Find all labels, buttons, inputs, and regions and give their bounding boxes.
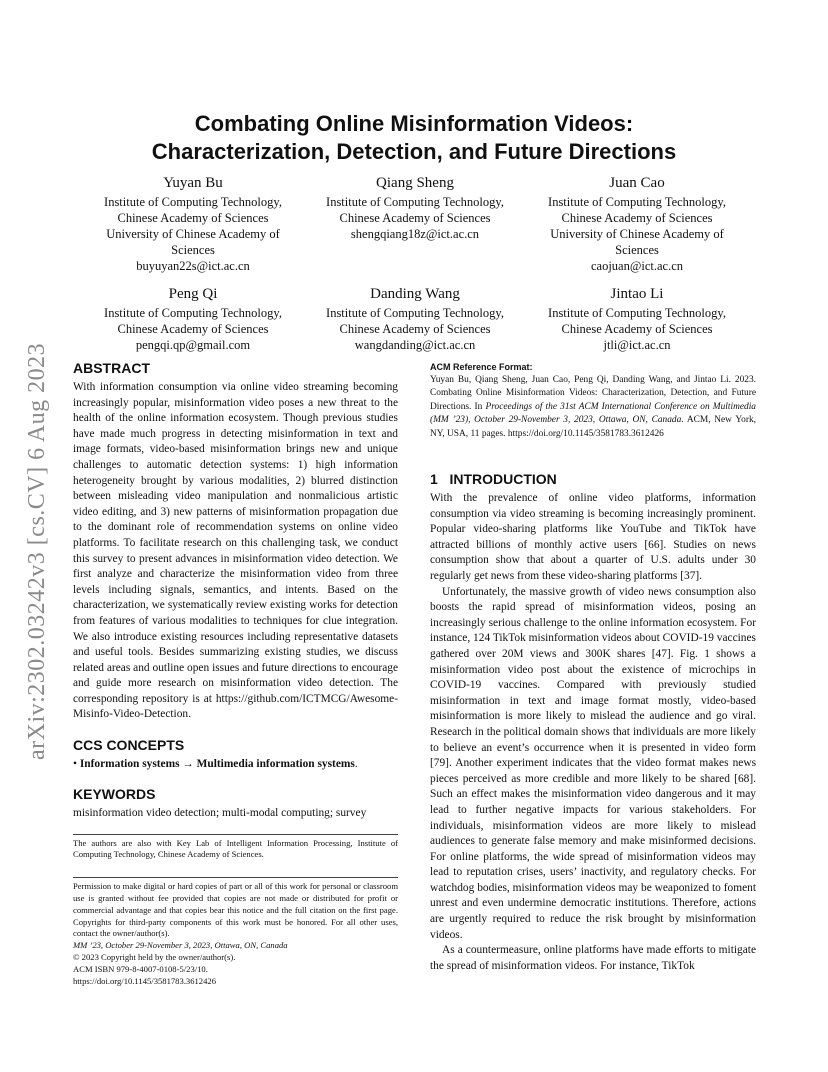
reference-part-2: . ACM, New York, NY, USA, 11 pages. https://doi.org/10.1145/3581783.3612426 <box>430 415 756 439</box>
author-affiliation: Institute of Computing Technology, <box>548 195 726 209</box>
author-email: caojuan@ict.ac.cn <box>590 259 684 273</box>
author-affiliation: Chinese Academy of Sciences <box>561 322 713 336</box>
author-affiliation: Chinese Academy of Sciences <box>339 322 491 336</box>
affiliation-footnote: The authors are also with Key Lab of Intelligent Information Processing, Institute of Computing Technology, Chinese Academy of Sciences. <box>73 837 398 860</box>
keywords-text: misinformation video detection; multi-modal computing; survey <box>73 807 367 820</box>
author-affiliation: Institute of Computing Technology, <box>326 195 504 209</box>
intro-paragraph-2: Unfortunately, the massive growth of video news consumption also boosts the rapid spread of misinformation videos, posing an increasingly serious challenge to the online information ecosystem. For instance, 124 TikTok misinformation videos about COVID-19 vaccines gathered over 20M views and 300K shares [47]. Fig. 1 shows a misinformation video post about the existence of microchips in COVID-19 vaccines. Compared with previously studied misinformation in text and image format mostly, video-based misinformation is more likely to mislead the audience and go viral. Research in the political domain shows that individuals are more likely to believe an event’s occurrence when it is presented in video form [79]. Another experiment indicates that the video format makes news pieces perceived as more credible and more likely to be shared [68]. Such an effect makes the misinformation video dangerous and it may lead to further negative impacts for various stakeholders. For individuals, misinformation videos are more likely to mislead audiences to generate false memory and make misinformed decisions. For online platforms, the wide spread of misinformation videos may lead to reputation crises, users’ inactivity, and regulatory checks. For watchdog bodies, misinformation videos may be weaponized to foment unrest and even undermine democratic institutions. Therefore, actions are urgently required to reduce the risk brought by misinformation videos. <box>430 585 756 941</box>
author-affiliation: Chinese Academy of Sciences <box>117 322 269 336</box>
author-block <box>83 285 303 353</box>
author-block <box>527 174 747 274</box>
left-column <box>73 360 398 987</box>
reference-format-heading: ACM Reference Format: <box>430 362 533 372</box>
author-name: Qiang Sheng <box>376 175 454 191</box>
title-line-1: Combating Online Misinformation Videos: <box>194 111 634 136</box>
author-affiliation: Chinese Academy of Sciences <box>339 211 491 225</box>
author-block <box>305 285 525 353</box>
author-affiliation: University of Chinese Academy of <box>106 227 280 241</box>
author-block <box>305 174 525 242</box>
author-affiliation: University of Chinese Academy of <box>550 227 724 241</box>
isbn-line: ACM ISBN 979-8-4007-0108-5/23/10. <box>73 963 208 974</box>
footnote-rule <box>73 834 398 835</box>
author-email: wangdanding@ict.ac.cn <box>354 338 476 352</box>
ccs-item: Information systems → Multimedia information systems <box>79 758 355 771</box>
author-affiliation: Institute of Computing Technology, <box>548 306 726 320</box>
keywords-heading: KEYWORDS <box>73 786 156 803</box>
author-affiliation: Institute of Computing Technology, <box>326 306 504 320</box>
author-name: Juan Cao <box>609 175 665 191</box>
author-affiliation: Chinese Academy of Sciences <box>561 211 713 225</box>
paper-title <box>80 110 748 166</box>
author-block <box>527 285 747 353</box>
intro-paragraph-3: As a countermeasure, online platforms have made efforts to mitigate the spread of misinformation videos. For instance, TikTok <box>430 944 756 972</box>
author-affiliation: Sciences <box>171 243 215 257</box>
author-affiliation: Institute of Computing Technology, <box>104 195 282 209</box>
introduction-heading: 1 INTRODUCTION <box>430 471 557 488</box>
ccs-heading: CCS CONCEPTS <box>73 737 185 754</box>
permission-notice: Permission to make digital or hard copies of part or all of this work for personal or classroom use is granted without fee provided that copies are not made or distributed for profit or commercial advantage and that copies bear this notice and the full citation on the first page. Copyrights for third-party components of this work must be honored. For all other uses, contact the owner/author(s). <box>73 881 398 939</box>
permission-rule <box>73 877 398 878</box>
abstract-heading: ABSTRACT <box>73 360 150 376</box>
author-affiliation: Institute of Computing Technology, <box>104 306 282 320</box>
author-email: jtli@ict.ac.cn <box>603 338 671 352</box>
intro-paragraph-1: With the prevalence of online video platforms, information consumption via video streaming is becoming increasingly prominent. Popular video-sharing platforms like YouTube and TikTok have attracted billions of monthly active users [66]. Studies on news consumption show that about a quarter of U.S. adults under 30 regularly get news from these video-sharing platforms [37]. <box>430 492 756 582</box>
author-name: Jintao Li <box>610 286 664 302</box>
reference-format-text <box>430 374 756 441</box>
arxiv-identifier: arXiv:2302.03242v3 [cs.CV] 6 Aug 2023 <box>24 342 50 760</box>
conference-venue <box>73 940 398 952</box>
ccs-concepts <box>73 757 398 772</box>
author-block <box>83 174 303 274</box>
author-name: Danding Wang <box>370 286 460 302</box>
author-affiliation: Sciences <box>615 243 659 257</box>
abstract-text: With information consumption via online video streaming becoming increasingly popular, misinformation video poses a new threat to the health of the online information ecosystem. Though previous studies have made much progress in detecting misinformation in text and image formats, video-based misinformation brings new and unique challenges to automatic detection systems: 1) high information heterogeneity brought by various modalities, 2) blurred distinction between misleading video manipulation and nonmalicious artistic video editing, and 3) new patterns of misinformation propagation due to the dominant role of recommendation systems on online video platforms. To facilitate research on this challenging task, we conduct this survey to present advances in misinformation video detection. We first analyze and characterize the misinformation video from three levels including signals, semantics, and intents. Based on the characterization, we systematically review existing works for detection from features of various modalities to techniques for clue integration. We also introduce existing resources including representative datasets and useful tools. Besides summarizing existing studies, we discuss related areas and outline open issues and future directions to encourage and guide more research on misinformation video detection. The corresponding repository is at https://github.com/ICTMCG/Awesome-Misinfo-Video-Detection. <box>73 381 398 721</box>
title-line-2: Characterization, Detection, and Future Directions <box>151 139 677 164</box>
doi-line: https://doi.org/10.1145/3581783.3612426 <box>73 975 216 986</box>
author-affiliation: Chinese Academy of Sciences <box>117 211 269 225</box>
venue-text: MM ’23, October 29-November 3, 2023, Ottawa, ON, Canada <box>73 940 288 951</box>
copyright-line: © 2023 Copyright held by the owner/author(s). <box>73 952 236 963</box>
ccs-period: . <box>354 758 358 771</box>
author-email: pengqi.qp@gmail.com <box>135 338 251 352</box>
reference-proceedings: Proceedings of the 31st ACM International Conference on Multimedia (MM ’23), October 29-November 3, 2023, Ottawa, ON, Canada <box>430 401 756 426</box>
ccs-bullet: • <box>73 758 77 771</box>
author-email: buyuyan22s@ict.ac.cn <box>136 259 250 273</box>
right-column <box>430 362 756 974</box>
author-email: shengqiang18z@ict.ac.cn <box>350 227 480 241</box>
author-name: Yuyan Bu <box>163 175 223 191</box>
reference-part-1: Yuyan Bu, Qiang Sheng, Juan Cao, Peng Qi, Danding Wang, and Jintao Li. 2023. Combating Online Misinformation Videos: Characterization, Detection, and Future Directions. In <box>430 375 756 412</box>
author-name: Peng Qi <box>168 286 218 302</box>
